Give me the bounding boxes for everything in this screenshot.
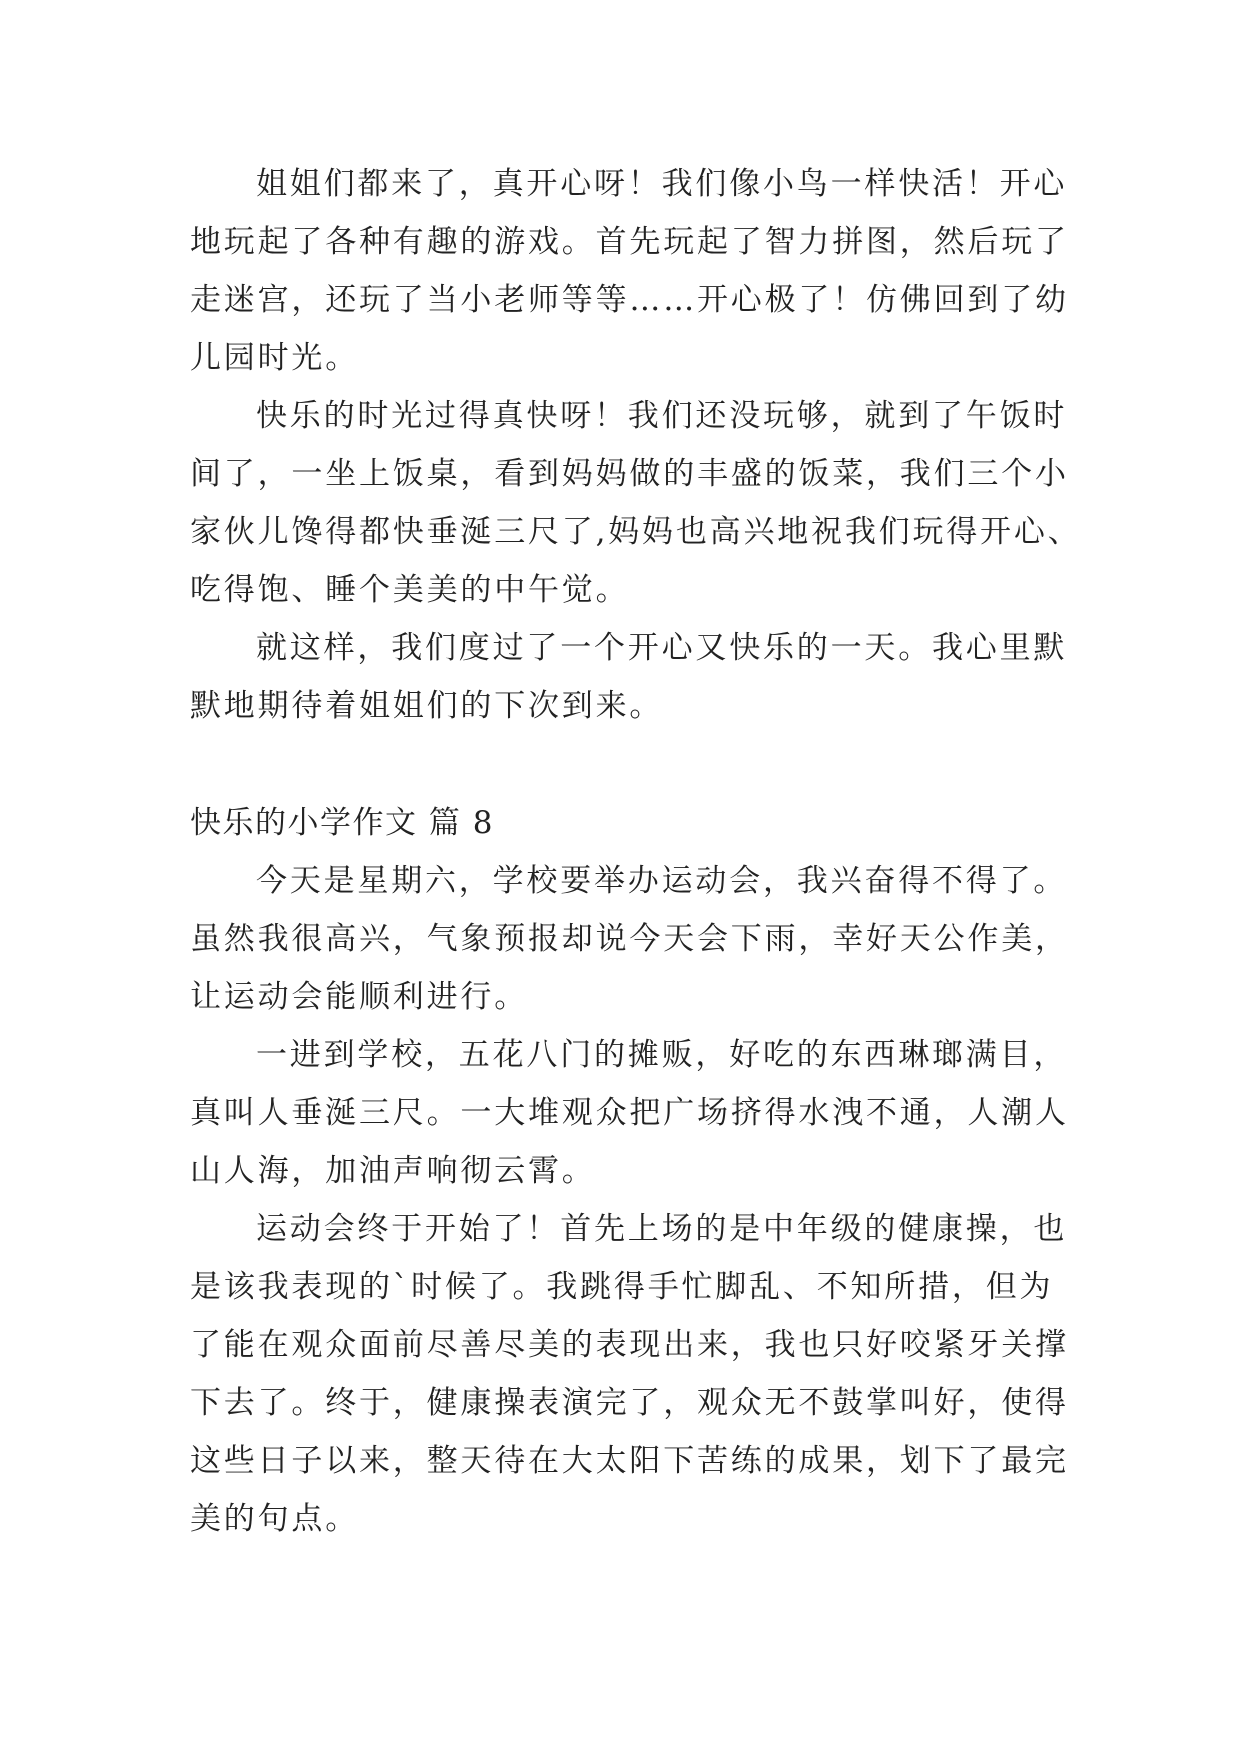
section-heading: 快乐的小学作文 篇 8 bbox=[190, 805, 494, 841]
paragraph-6-line-4: 下去了。终于，健康操表演完了，观众无不鼓掌叫好，使得 bbox=[190, 1385, 1069, 1421]
paragraph-6-line-1: 运动会终于开始了！首先上场的是中年级的健康操，也 bbox=[256, 1211, 1068, 1247]
paragraph-3-line-1: 就这样，我们度过了一个开心又快乐的一天。我心里默 bbox=[256, 630, 1068, 666]
paragraph-4-line-3: 让运动会能顺利进行。 bbox=[190, 979, 528, 1015]
paragraph-6-line-3: 了能在观众面前尽善尽美的表现出来，我也只好咬紧牙关撑 bbox=[190, 1327, 1069, 1363]
paragraph-6-line-5: 这些日子以来，整天待在大太阳下苦练的成果，划下了最完 bbox=[190, 1443, 1069, 1479]
paragraph-2-line-4: 吃得饱、睡个美美的中午觉。 bbox=[190, 572, 630, 608]
paragraph-2-line-1: 快乐的时光过得真快呀！我们还没玩够，就到了午饭时 bbox=[256, 398, 1068, 434]
paragraph-1-line-1: 姐姐们都来了，真开心呀！我们像小鸟一样快活！开心 bbox=[256, 166, 1068, 202]
paragraph-1-line-4: 儿园时光。 bbox=[190, 340, 359, 376]
paragraph-6-line-2: 是该我表现的`时候了。我跳得手忙脚乱、不知所措，但为 bbox=[190, 1269, 1054, 1305]
paragraph-5-line-3: 山人海，加油声响彻云霄。 bbox=[190, 1153, 596, 1189]
paragraph-6-line-6: 美的句点。 bbox=[190, 1501, 359, 1537]
paragraph-3-line-2: 默地期待着姐姐们的下次到来。 bbox=[190, 688, 664, 724]
paragraph-1-line-3: 走迷宫，还玩了当小老师等等……开心极了！仿佛回到了幼 bbox=[190, 282, 1069, 318]
paragraph-4-line-2: 虽然我很高兴，气象预报却说今天会下雨，幸好天公作美， bbox=[190, 921, 1069, 957]
paragraph-2-line-2: 间了，一坐上饭桌，看到妈妈做的丰盛的饭菜，我们三个小 bbox=[190, 456, 1069, 492]
paragraph-4-line-1: 今天是星期六，学校要举办运动会，我兴奋得不得了。 bbox=[256, 863, 1068, 899]
paragraph-1-line-2: 地玩起了各种有趣的游戏。首先玩起了智力拼图，然后玩了 bbox=[190, 224, 1069, 260]
paragraph-5-line-1: 一进到学校，五花八门的摊贩，好吃的东西琳瑯满目， bbox=[256, 1037, 1068, 1073]
paragraph-5-line-2: 真叫人垂涎三尺。一大堆观众把广场挤得水洩不通，人潮人 bbox=[190, 1095, 1069, 1131]
paragraph-2-line-3: 家伙儿馋得都快垂涎三尺了,妈妈也高兴地祝我们玩得开心、 bbox=[190, 514, 1082, 550]
